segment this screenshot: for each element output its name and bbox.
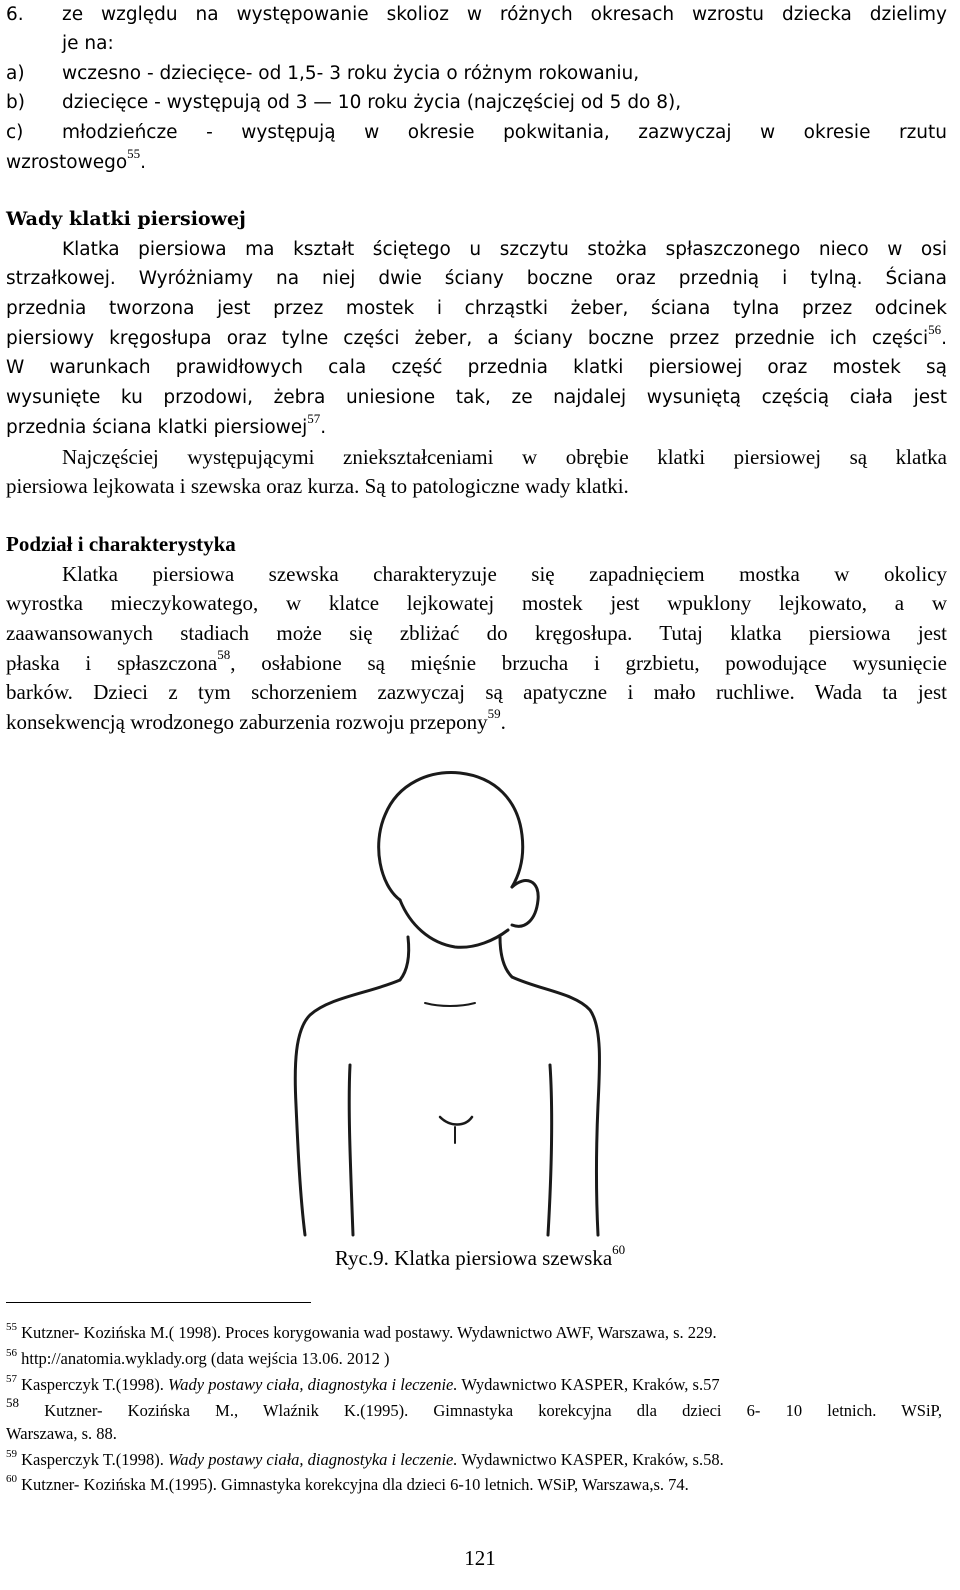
section1-line4-text: piersiowy kręgosłupa oraz tylne części żeber, a ściany boczne przez przednie ich części bbox=[6, 328, 929, 349]
section1-line4-end: . bbox=[941, 328, 947, 349]
footnote-separator bbox=[6, 1302, 311, 1303]
footnote-58-number: 58 bbox=[6, 1394, 19, 1410]
page-number: 121 bbox=[464, 1546, 496, 1570]
section2-line1: Klatka piersiowa szewska charakteryzuje się zapadnięciem mostka w okolicy bbox=[62, 562, 947, 586]
section-heading-wady: Wady klatki piersiowej bbox=[6, 208, 246, 230]
footnote-56-number: 56 bbox=[6, 1346, 17, 1359]
list-number-6: 6. bbox=[6, 4, 24, 25]
section1-line8: Najczęściej występującymi zniekształceniami w obrębie klatki piersiowej są klatka bbox=[62, 445, 947, 469]
section2-line6-end: . bbox=[500, 710, 506, 734]
list-item-c-text: wzrostowego bbox=[6, 152, 128, 173]
list-item-c: młodzieńcze - występują w okresie pokwitania, zazwyczaj w okresie rzutu bbox=[62, 122, 947, 143]
footnote-59-publisher: Wydawnictwo KASPER, Kraków, s.58. bbox=[457, 1450, 724, 1469]
footnote-59-number: 59 bbox=[6, 1447, 17, 1460]
head-outline bbox=[379, 773, 523, 900]
footnote-55-number: 55 bbox=[6, 1320, 17, 1333]
clavicle-line bbox=[425, 1003, 475, 1006]
footnote-57-number: 57 bbox=[6, 1372, 17, 1385]
footnote-59-title: Wady postawy ciała, diagnostyka i leczenie. bbox=[168, 1450, 458, 1469]
footnote-58 bbox=[6, 1394, 943, 1422]
section2-line2: wyrostka mieczykowatego, w klatce lejkowatej mostek jest wpuklony lejkowato, a w bbox=[6, 591, 947, 615]
neck-left bbox=[400, 937, 409, 980]
footnote-55-text: Kutzner- Kozińska M.( 1998). Proces korygowania wad postawy. Wydawnictwo AWF, Warszawa, s. 229. bbox=[21, 1323, 717, 1342]
section2-line4 bbox=[6, 649, 947, 678]
footnote-57 bbox=[6, 1374, 720, 1396]
footnote-60-text: Kutzner- Kozińska M.(1995). Gimnastyka korekcyjna dla dzieci 6-10 letnich. WSiP, Warszawa,s. 74. bbox=[21, 1475, 689, 1494]
section1-line4 bbox=[6, 321, 947, 353]
section2-line4-a: płaska i spłaszczona bbox=[6, 651, 218, 675]
list-label-c: c) bbox=[6, 122, 24, 143]
ear-outline bbox=[512, 881, 538, 927]
figure-caption bbox=[0, 1242, 960, 1271]
section1-line2: strzałkowej. Wyróżniamy na niej dwie ściany boczne oraz przednią i tylną. Ściana bbox=[6, 268, 947, 289]
jaw-outline bbox=[400, 900, 508, 947]
section1-line3: przednia tworzona jest przez mostek i chrząstki żeber, ściana tylna przez odcinek bbox=[6, 298, 947, 319]
neck-right bbox=[500, 937, 512, 977]
section2-line6 bbox=[6, 708, 506, 737]
section1-line7-text: przednia ściana klatki piersiowej bbox=[6, 417, 308, 438]
list-label-b: b) bbox=[6, 92, 25, 113]
chest-figure-illustration bbox=[250, 765, 640, 1240]
footnote-ref-59: 59 bbox=[487, 706, 501, 721]
list-item-6-line1: ze względu na występowanie skolioz w różnych okresach wzrostu dziecka dzielimy bbox=[62, 4, 947, 25]
footnote-ref-58: 58 bbox=[217, 647, 231, 662]
section1-line6: wysunięte ku przodowi, żebra uniesione tak, ze najdalej wysuniętą częścią ciała jest bbox=[6, 387, 947, 408]
list-item-6-line2: je na: bbox=[62, 33, 114, 54]
section1-line1: Klatka piersiowa ma kształt ściętego u szczytu stożka spłaszczonego nieco w osi bbox=[62, 239, 947, 260]
list-item-a: wczesno - dziecięce- od 1,5- 3 roku życia o różnym rokowaniu, bbox=[62, 63, 640, 84]
footnote-ref-55: 55 bbox=[127, 145, 141, 161]
section1-line9: piersiowa lejkowata i szewska oraz kurza. Są to patologiczne wady klatki. bbox=[6, 474, 629, 498]
list-label-a: a) bbox=[6, 63, 25, 84]
footnote-59 bbox=[6, 1449, 724, 1471]
list-item-b: dziecięce - występują od 3 — 10 roku życia (najczęściej od 5 do 8), bbox=[62, 92, 682, 113]
left-shoulder bbox=[295, 980, 400, 1235]
footnote-60-number: 60 bbox=[6, 1472, 17, 1485]
footnote-57-title: Wady postawy ciała, diagnostyka i leczenie. bbox=[168, 1375, 458, 1394]
section-heading-podzial: Podział i charakterystyka bbox=[6, 532, 236, 556]
footnote-57-publisher: Wydawnictwo KASPER, Kraków, s.57 bbox=[457, 1375, 720, 1394]
section2-line4-b: , osłabione są mięśnie brzucha i grzbietu, powodujące wysunięcie bbox=[230, 651, 947, 675]
right-shoulder bbox=[512, 977, 600, 1235]
footnote-55 bbox=[6, 1322, 717, 1344]
footnote-ref-56: 56 bbox=[928, 321, 942, 337]
footnote-58-cont: Warszawa, s. 88. bbox=[6, 1424, 117, 1443]
footnote-60 bbox=[6, 1474, 689, 1496]
figure-caption-text: Ryc.9. Klatka piersiowa szewska bbox=[334, 1246, 613, 1270]
section1-line5: W warunkach prawidłowych cala część przednia klatki piersiowej oraz mostek są bbox=[6, 357, 947, 378]
list-item-c-end: . bbox=[140, 152, 147, 173]
section2-line3: zaawansowanych stadiach może się zbliżać do kręgosłupa. Tutaj klatka piersiowa jest bbox=[6, 621, 947, 645]
right-torso bbox=[548, 1065, 552, 1235]
footnote-56-link[interactable]: http://anatomia.wyklady.org (data wejścia 13.06. 2012 ) bbox=[21, 1349, 390, 1368]
footnote-59-author: Kasperczyk T.(1998). bbox=[21, 1450, 169, 1469]
list-item-c-cont bbox=[6, 145, 147, 177]
sternum-mark bbox=[440, 1117, 472, 1125]
section2-line5: barków. Dzieci z tym schorzeniem zazwyczaj są apatyczne i mało ruchliwe. Wada ta jest bbox=[6, 680, 947, 704]
left-torso bbox=[349, 1065, 353, 1235]
section1-line7 bbox=[6, 410, 327, 442]
footnote-56 bbox=[6, 1348, 390, 1370]
footnote-58-text: Kutzner- Kozińska M., Wlaźnik K.(1995). Gimnastyka korekcyjna dla dzieci 6- 10 letnich. WSiP, bbox=[44, 1401, 943, 1420]
footnote-ref-57: 57 bbox=[307, 410, 321, 426]
section2-line6-text: konsekwencją wrodzonego zaburzenia rozwoju przepony bbox=[6, 710, 488, 734]
footnote-57-author: Kasperczyk T.(1998). bbox=[21, 1375, 169, 1394]
footnote-ref-60: 60 bbox=[612, 1242, 626, 1257]
section1-line7-end: . bbox=[320, 417, 327, 438]
